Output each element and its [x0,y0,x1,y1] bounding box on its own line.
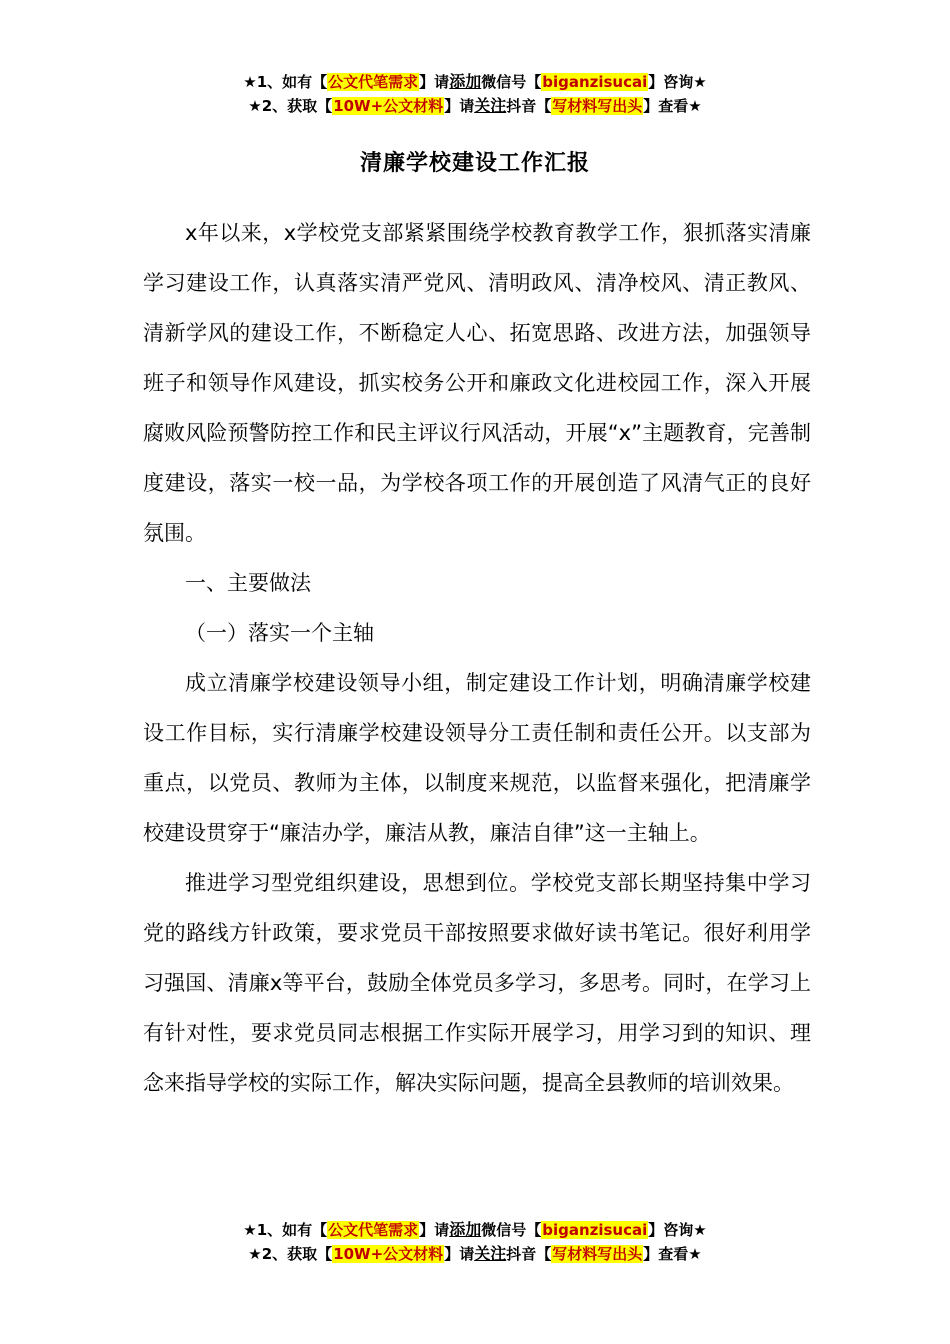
banner-text: ★1、如有【 [243,73,328,91]
banner-text: 抖音【 [506,97,552,115]
underlined-follow: 关注 [474,96,507,115]
paragraph-intro: x年以来，x学校党支部紧紧围绕学校教育教学工作，狠抓落实清廉学习建设工作，认真落实清严党风、清明政风、清净校风、清正教风、清新学风的建设工作，不断稳定人心、拓宽思路、改进方法，加强领导班子和领导作风建设，抓实校务公开和廉政文化进校园工作，深入开展腐败风险预警防控工作和民主评议行风活动，开展“x”主题教育，完善制度建设，落实一校一品，为学校各项工作的开展创造了风清气正的良好氛围。 [143,221,811,545]
banner-text: 】咨询★ [648,73,707,91]
highlight-wechat-id: biganzisucai [542,1221,648,1239]
banner-text: 】请 [419,1221,450,1239]
banner-text: 】查看★ [643,97,702,115]
paragraph: 成立清廉学校建设领导小组，制定建设工作计划，明确清廉学校建设工作目标，实行清廉学校建设领导分工责任制和责任公开。以支部为重点，以党员、教师为主体，以制度来规范，以监督来强化，把清廉学校建设贯穿于“廉洁办学，廉洁从教，廉洁自律”这一主轴上。 [143,671,811,845]
banner-text: ★1、如有【 [243,1221,328,1239]
banner-text: 抖音【 [506,1245,552,1263]
section-heading: 一、主要做法 [185,571,311,595]
highlight-douyin-account: 写材料写出头 [552,97,643,115]
highlight-ghostwriting: 公文代笔需求 [328,1221,419,1239]
banner-text: 】咨询★ [648,1221,707,1239]
document-title: 清廉学校建设工作汇报 [359,151,590,176]
banner-line-1 [0,1218,950,1242]
paragraph: 推进学习型党组织建设，思想到位。学校党支部长期坚持集中学习党的路线方针政策，要求党员干部按照要求做好读书笔记。很好利用学习强国、清廉x等平台，鼓励全体党员多学习，多思考。同时，在学习上有针对性，要求党员同志根据工作实际开展学习，用学习到的知识、理念来指导学校的实际工作，解决实际问题，提高全县教师的培训效果。 [143,871,811,1095]
highlight-materials: 10W+公文材料 [333,97,444,115]
banner-line-1 [0,70,950,94]
footer-banner [0,1218,950,1266]
banner-text: 微信号【 [481,1221,542,1239]
document-body [143,208,811,1108]
banner-text: 】请 [444,1245,475,1263]
banner-text: 】查看★ [643,1245,702,1263]
banner-text: ★2、获取【 [248,97,333,115]
highlight-materials: 10W+公文材料 [333,1245,444,1263]
subsection-heading: （一）落实一个主轴 [185,621,374,645]
banner-text: ★2、获取【 [248,1245,333,1263]
highlight-ghostwriting: 公文代笔需求 [328,73,419,91]
banner-text: 】请 [419,73,450,91]
banner-text: 微信号【 [481,73,542,91]
highlight-douyin-account: 写材料写出头 [552,1245,643,1263]
banner-line-2 [0,94,950,118]
underlined-follow: 关注 [474,1244,507,1263]
header-banner [0,70,950,118]
underlined-add: 添加 [449,72,482,91]
banner-text: 】请 [444,97,475,115]
highlight-wechat-id: biganzisucai [542,73,648,91]
underlined-add: 添加 [449,1220,482,1239]
banner-line-2 [0,1242,950,1266]
